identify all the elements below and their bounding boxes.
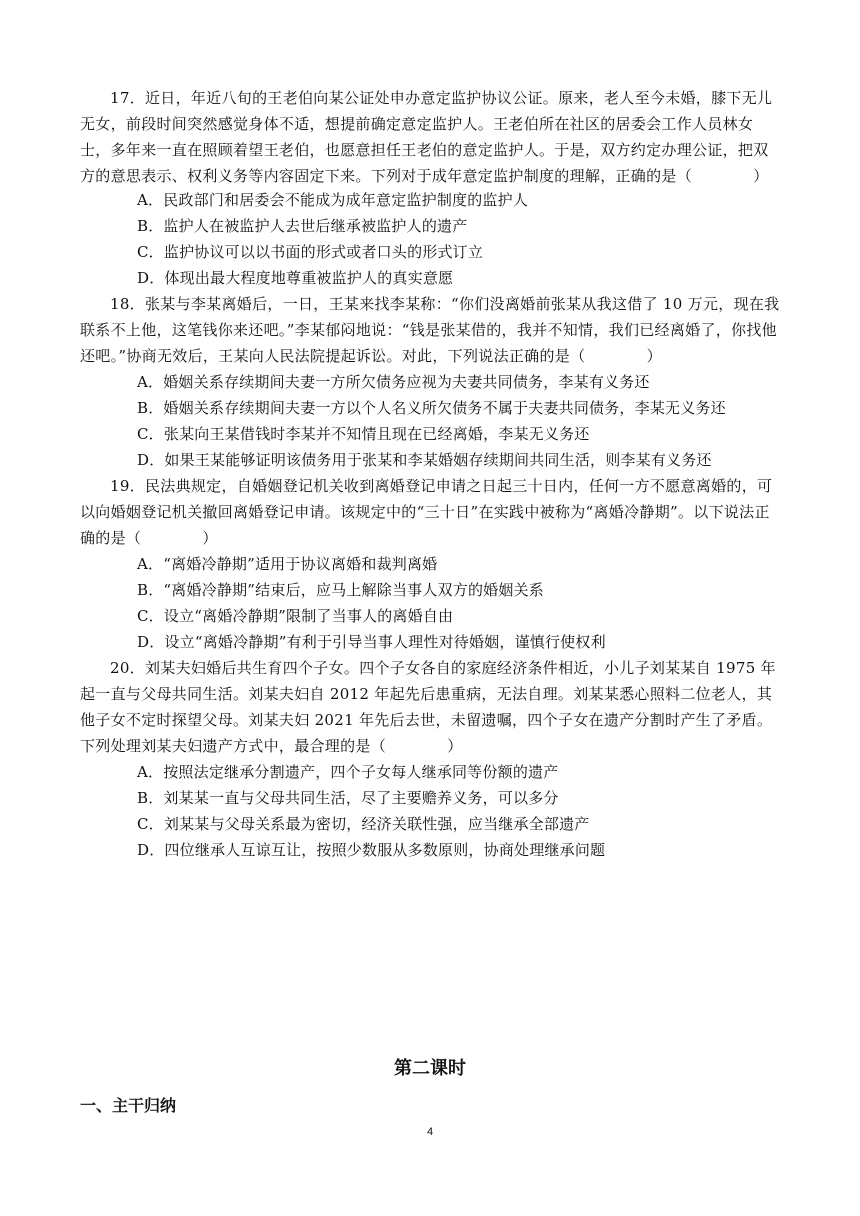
question-18-option-a: A．婚姻关系存续期间夫妻一方所欠债务应视为夫妻共同债务，李某有义务还 [137,373,650,391]
question-18-option-b: B．婚姻关系存续期间夫妻一方以个人名义所欠债务不属于夫妻共同债务，李某无义务还 [137,399,726,417]
question-18-stem: 18．张某与李某离婚后，一日，王某来找李某称：“你们没离婚前张某从我这借了 10 万元，现在我联系不上他，这笔钱你来还吧。”李某郁闷地说：“钱是张某借的，我并不知情，我们已经离婚了，你找他还吧。”协商无效后，王某向人民法院提起诉讼。对此，下列说法正确的是（ ） [80,295,780,365]
question-17-stem: 17．近日，年近八旬的王老伯向某公证处申办意定监护协议公证。原来，老人至今未婚，膝下无儿无女，前段时间突然感觉身体不适，想提前确定意定监护人。王老伯所在社区的居委会工作人员林女士，多年来一直在照顾着望王老伯，也愿意担任王老伯的意定监护人。于是，双方约定办理公证，把双方的意思表示、权利义务等内容固定下来。下列对于成年意定监护制度的理解，正确的是（ ） [80,89,773,185]
question-17-option-a: A．民政部门和居委会不能成为成年意定监护制度的监护人 [137,191,529,209]
question-17-option-d: D．体现出最大程度地尊重被监护人的真实意愿 [137,269,454,287]
question-17-option-c: C．监护协议可以以书面的形式或者口头的形式订立 [137,243,484,261]
question-20-option-c: C．刘某某与父母关系最为密切，经济关联性强，应当继承全部遗产 [137,815,590,833]
question-20-option-a: A．按照法定继承分割遗产，四个子女每人继承同等份额的遗产 [137,763,559,781]
question-20-option-d: D．四位继承人互谅互让，按照少数服从多数原则，协商处理继承问题 [137,841,606,859]
question-18-option-d: D．如果王某能够证明该债务用于张某和李某婚姻存续期间共同生活，则李某有义务还 [137,451,712,469]
question-19-stem: 19．民法典规定，自婚姻登记机关收到离婚登记申请之日起三十日内，任何一方不愿意离婚的，可以向婚姻登记机关撤回离婚登记申请。该规定中的“三十日”在实践中被称为“离婚冷静期”。以下说法正确的是（ ） [80,477,773,547]
question-17-option-b: B．监护人在被监护人去世后继承被监护人的遗产 [137,217,468,235]
question-19-option-b: B．“离婚冷静期”结束后，应马上解除当事人双方的婚姻关系 [137,581,544,599]
subsection-title: 一、主干归纳 [80,1096,177,1115]
question-19-option-d: D．设立“离婚冷静期”有利于引导当事人理性对待婚姻，谨慎行使权利 [137,633,606,651]
question-18-option-c: C．张某向王某借钱时李某并不知情且现在已经离婚，李某无义务还 [137,425,590,443]
question-19-option-c: C．设立“离婚冷静期”限制了当事人的离婚自由 [137,607,454,625]
question-19-option-a: A．“离婚冷静期”适用于协议离婚和裁判离婚 [137,555,438,573]
section-title: 第二课时 [394,1058,466,1079]
question-20-option-b: B．刘某某一直与父母共同生活，尽了主要赡养义务，可以多分 [137,789,559,807]
question-20-stem: 20．刘某夫妇婚后共生育四个子女。四个子女各自的家庭经济条件相近，小儿子刘某某自 1975 年起一直与父母共同生活。刘某夫妇自 2012 年起先后患重病，无法自理。刘某某悉心照料二位老人，其他子女不定时探望父母。刘某夫妇 2021 年先后去世，未留遗嘱，四个子女在遗产分割时产生了矛盾。下列处理刘某夫妇遗产方式中，最合理的是（ ） [80,659,776,755]
page-number: 4 [426,1126,434,1138]
